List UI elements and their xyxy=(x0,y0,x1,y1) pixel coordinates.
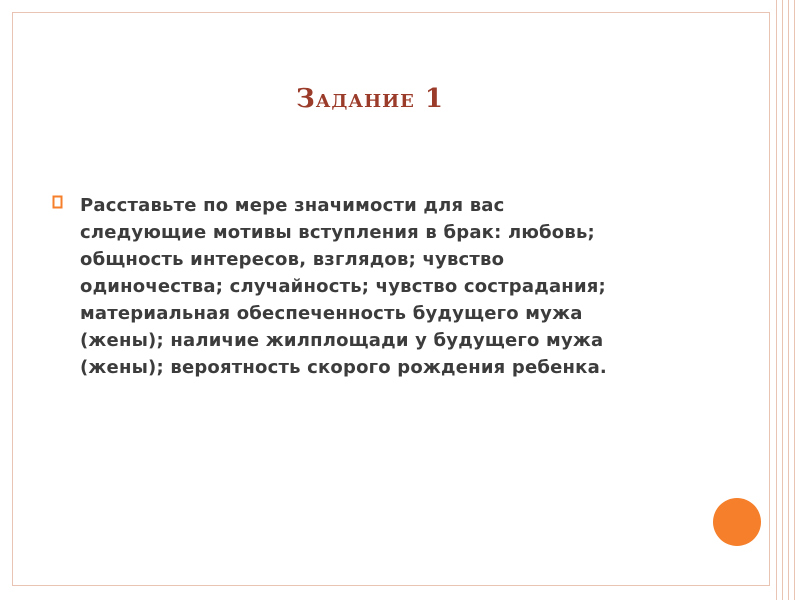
bullet-list xyxy=(52,192,692,381)
decorative-circle xyxy=(713,498,761,546)
side-line xyxy=(794,0,795,600)
slide-title: Задание 1 xyxy=(296,84,444,114)
side-line xyxy=(782,0,783,600)
bullet-text: Расставьте по мере значимости для вас следующие мотивы вступления в брак: любовь; общность интересов, взглядов; чувство одиночества; случайность; чувство сострадания; материальная обеспеченность будущего мужа (жены); наличие жилплощади у будущего мужа (жены); вероятность скорого рождения ребенка. xyxy=(80,195,607,378)
side-line xyxy=(776,0,777,600)
side-decoration-band xyxy=(770,0,800,600)
list-item xyxy=(52,192,692,381)
side-line xyxy=(788,0,789,600)
hollow-square-bullet-icon xyxy=(52,192,80,209)
